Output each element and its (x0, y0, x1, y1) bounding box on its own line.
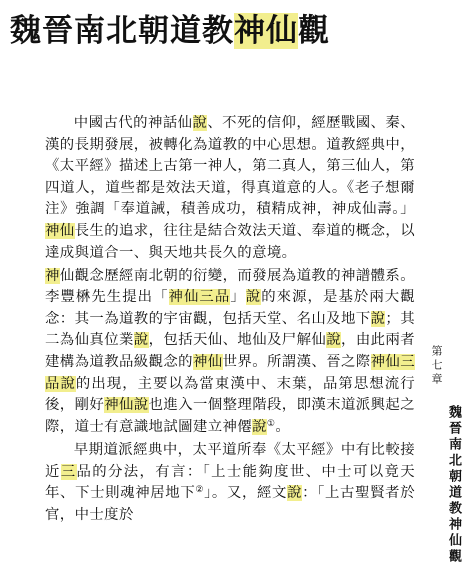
footnote-marker: ② (195, 485, 205, 496)
text-run: 也進入一個整理階段，即漢末道派興起之際，道士有意識地試圖建立神僊 (45, 397, 415, 435)
paragraph-1 (45, 113, 415, 264)
highlighted-text: 說 (252, 418, 267, 435)
highlighted-text: 三 (60, 463, 77, 480)
text-run: 些都是效法天道，得真道意的人。《老子想爾注》強調「奉道誡，積善成功，積精成神，神成仙壽。」 (45, 179, 415, 218)
title-highlight: 神仙 (234, 13, 298, 49)
highlighted-text: 神仙說 (104, 397, 149, 414)
text-run: 中國古代的神話仙 (73, 115, 193, 131)
paragraph-3 (45, 440, 415, 526)
text-run: 的出現，主要以為當東漢中、末葉，品第思想流行後，剛好 (45, 375, 415, 414)
text-run: 品的分法，有言：「上士能夠度世、中士可以竟天年、下士則魂神居地下 (45, 463, 415, 502)
page-title (10, 12, 330, 50)
highlighted-text: 說 (326, 332, 342, 349)
highlighted-text: 神仙三品說 (45, 354, 415, 392)
highlighted-text: 說 (287, 485, 303, 502)
text-run: 、不死的信仰，經歷戰國、秦、漢的長期發展，被轉化為道教的中心思想。道教經典中，《太平經》描述上古第一神人，第二真人，第三仙人，第四道人，道 (45, 115, 416, 196)
text-run: 世界。所謂漢、晉之際 (222, 354, 371, 371)
text-run: 」。又，經文 (204, 485, 288, 502)
text-run: ，包括天仙、地仙及尸解仙 (148, 332, 327, 349)
highlighted-text: 神仙 (193, 354, 223, 371)
text-run: ，由此兩者建構為道教品級觀念的 (45, 332, 416, 371)
paragraph-2 (45, 266, 415, 439)
side-chapter-label: 第七章 (430, 345, 443, 387)
title-end: 觀 (298, 13, 330, 49)
text-run: ；其二為仙真位業 (45, 310, 415, 349)
highlighted-text: 說 (192, 115, 208, 131)
text-run: 長生的追求，往往是結合效法天道、奉道的概念，以達成與道合一、與天地共長久的意境。 (45, 222, 415, 261)
title-main: 魏晉南北朝道教 (10, 13, 234, 49)
body-text (45, 113, 415, 526)
side-running-title: 魏晉南北朝道教神仙觀 (446, 405, 461, 565)
highlighted-text: 神 (45, 267, 60, 284)
highlighted-text: 神仙三品 (168, 289, 231, 306)
text-run: 早期道派經典中，太平道所奉《太平經》中有比較接近 (45, 441, 415, 480)
text-run: 。 (275, 418, 291, 435)
highlighted-text: 說 (133, 332, 149, 349)
text-run: ：「上古聖賢者於官，中士度於 (45, 485, 415, 523)
footnote-marker: ① (266, 418, 276, 429)
text-run: 的來源，是基於兩大觀念：其一為道教的宇宙觀，包括天堂、名山及地下 (45, 289, 416, 327)
highlighted-text: 說 (370, 310, 386, 327)
text-run: 」 (230, 289, 246, 306)
highlighted-text: 神仙 (45, 222, 75, 239)
highlighted-text: 說 (245, 289, 262, 306)
text-run: 仙觀念歷經南北朝的衍變，而發展為道教的神譜體系。李豐楙先生提出「 (45, 267, 415, 306)
